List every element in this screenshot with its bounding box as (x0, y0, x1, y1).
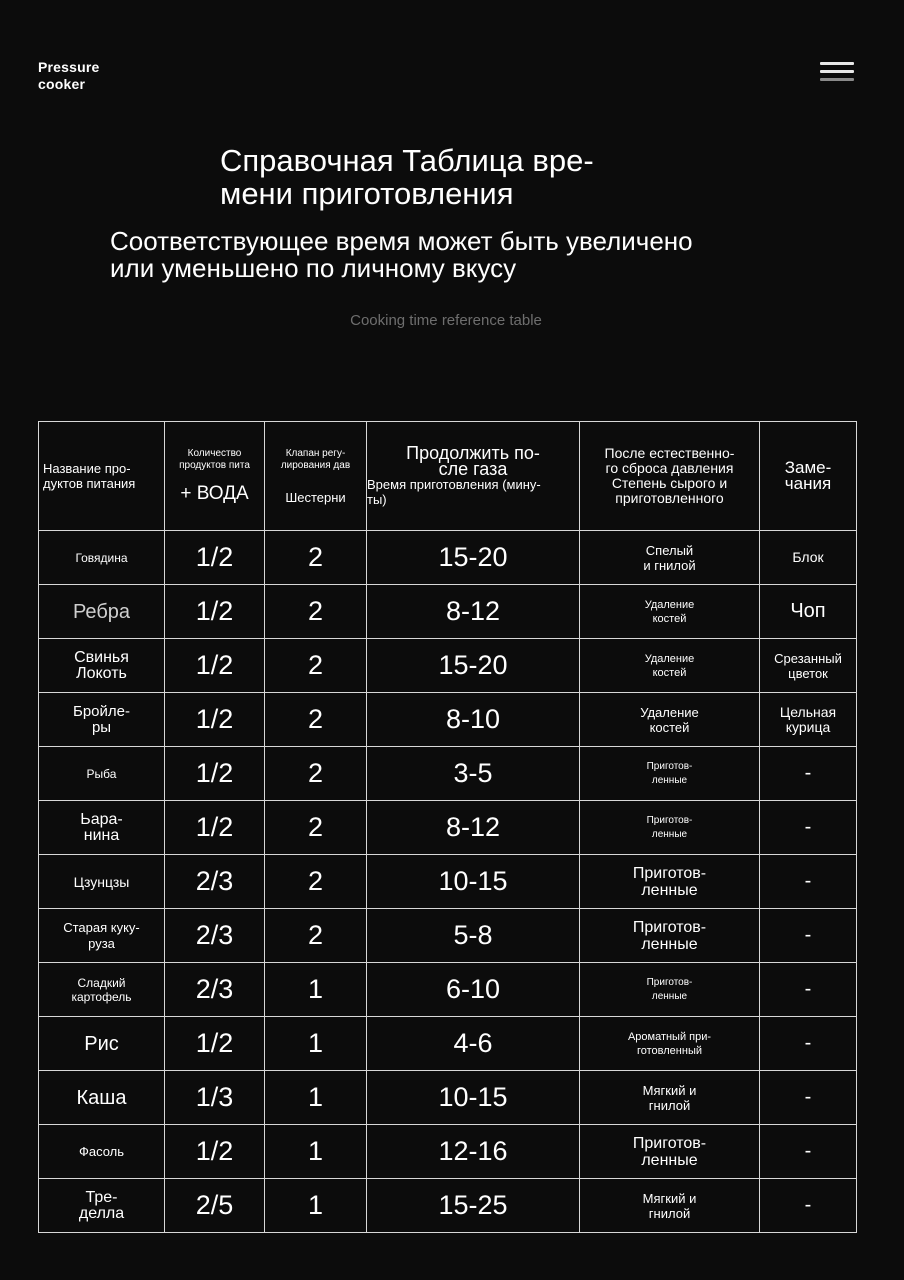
food-name: Старая куку- руза (39, 909, 165, 963)
amount-value: 1/3 (165, 1071, 265, 1125)
header-amount-top: Количество продуктов пита (179, 448, 250, 471)
state-value: Приготов- ленные (580, 747, 760, 801)
brand-logo-text[interactable]: Pressure cooker (38, 59, 100, 92)
header-valve (265, 422, 367, 531)
note-value: Чоп (760, 585, 857, 639)
note-value: Цельная курица (760, 693, 857, 747)
note-value: - (760, 909, 857, 963)
food-name: Бройле- ры (39, 693, 165, 747)
header-notes (760, 422, 857, 531)
table-row (39, 1071, 857, 1125)
table-row (39, 855, 857, 909)
food-name: Рыба (39, 747, 165, 801)
valve-value: 2 (265, 909, 367, 963)
time-value: 3-5 (367, 747, 580, 801)
header-notes-label: Заме- чания (784, 458, 832, 493)
table-row (39, 1125, 857, 1179)
header-food (39, 422, 165, 531)
header-food-label: Название про- дуктов питания (43, 461, 136, 491)
food-name: Цзунцзы (39, 855, 165, 909)
valve-value: 1 (265, 1125, 367, 1179)
table-row (39, 1179, 857, 1233)
header-time-top: Продолжить по- сле газа (406, 443, 540, 479)
time-value: 15-25 (367, 1179, 580, 1233)
note-value: - (760, 1179, 857, 1233)
table-caption: Cooking time reference table (350, 312, 542, 329)
table-row (39, 963, 857, 1017)
time-value: 8-12 (367, 585, 580, 639)
amount-value: 1/2 (165, 1017, 265, 1071)
menu-bar (820, 70, 854, 73)
hamburger-menu-icon[interactable] (820, 62, 856, 86)
table-row (39, 909, 857, 963)
valve-value: 1 (265, 1071, 367, 1125)
table-row (39, 1017, 857, 1071)
amount-value: 1/2 (165, 801, 265, 855)
header-valve-top: Клапан регу- лирования дав (280, 447, 351, 471)
time-value: 10-15 (367, 855, 580, 909)
table-header-row (39, 422, 857, 531)
header-valve-bottom: Шестерни (285, 489, 346, 505)
valve-value: 2 (265, 747, 367, 801)
table-row (39, 531, 857, 585)
state-value: Приготов- ленные (580, 855, 760, 909)
state-value: Приготов- ленные (580, 1125, 760, 1179)
amount-value: 1/2 (165, 1125, 265, 1179)
state-value: Мягкий и гнилой (580, 1071, 760, 1125)
state-value: Ароматный при- готовленный (580, 1017, 760, 1071)
food-name: Фасоль (39, 1125, 165, 1179)
amount-value: 1/2 (165, 747, 265, 801)
state-value: Спелый и гнилой (580, 531, 760, 585)
valve-value: 1 (265, 1017, 367, 1071)
amount-value: 2/3 (165, 909, 265, 963)
amount-value: 1/2 (165, 585, 265, 639)
valve-value: 2 (265, 801, 367, 855)
state-value: Приготов- ленные (580, 963, 760, 1017)
food-name: Говядина (39, 531, 165, 585)
menu-bar (820, 78, 854, 81)
table-row (39, 585, 857, 639)
food-name: Каша (39, 1071, 165, 1125)
valve-value: 1 (265, 963, 367, 1017)
note-value: - (760, 801, 857, 855)
note-value: - (760, 1125, 857, 1179)
header-release (580, 422, 760, 531)
valve-value: 2 (265, 693, 367, 747)
time-value: 12-16 (367, 1125, 580, 1179)
table-row (39, 693, 857, 747)
time-value: 4-6 (367, 1017, 580, 1071)
amount-value: 2/3 (165, 855, 265, 909)
state-value: Приготов- ленные (580, 801, 760, 855)
amount-value: 1/2 (165, 531, 265, 585)
food-name: Свинья Локоть (39, 639, 165, 693)
state-value: Мягкий и гнилой (580, 1179, 760, 1233)
amount-value: 2/5 (165, 1179, 265, 1233)
valve-value: 2 (265, 585, 367, 639)
header-time (367, 422, 580, 531)
note-value: - (760, 855, 857, 909)
header-amount-bottom: + ВОДА (180, 483, 249, 504)
state-value: Удаление костей (580, 693, 760, 747)
header-amount (165, 422, 265, 531)
food-name: Тре- делла (39, 1179, 165, 1233)
valve-value: 2 (265, 531, 367, 585)
time-value: 15-20 (367, 639, 580, 693)
note-value: - (760, 747, 857, 801)
note-value: - (760, 1071, 857, 1125)
note-value: - (760, 1017, 857, 1071)
state-value: Удаление костей (580, 639, 760, 693)
food-name: Сладкий картофель (39, 963, 165, 1017)
time-value: 5-8 (367, 909, 580, 963)
page-subtitle: Соответствующее время может быть увеличено или уменьшено по личному вкусу (110, 226, 693, 283)
food-name: Ьара- нина (39, 801, 165, 855)
amount-value: 2/3 (165, 963, 265, 1017)
time-value: 8-10 (367, 693, 580, 747)
note-value: Блок (760, 531, 857, 585)
cooking-time-table (38, 421, 857, 1233)
food-name: Ребра (39, 585, 165, 639)
time-value: 6-10 (367, 963, 580, 1017)
note-value: Срезанный цветок (760, 639, 857, 693)
header-time-bottom: Время приготовления (мину- ты) (367, 477, 541, 507)
valve-value: 1 (265, 1179, 367, 1233)
table-row (39, 639, 857, 693)
time-value: 8-12 (367, 801, 580, 855)
amount-value: 1/2 (165, 639, 265, 693)
valve-value: 2 (265, 855, 367, 909)
header-release-label: После естественно- го сброса давления Степень сырого и приготовленного (604, 445, 735, 506)
valve-value: 2 (265, 639, 367, 693)
amount-value: 1/2 (165, 693, 265, 747)
table-row (39, 747, 857, 801)
menu-bar (820, 62, 854, 65)
time-value: 15-20 (367, 531, 580, 585)
food-name: Рис (39, 1017, 165, 1071)
table-row (39, 801, 857, 855)
note-value: - (760, 963, 857, 1017)
state-value: Удаление костей (580, 585, 760, 639)
page-title: Справочная Таблица вре- мени приготовления (220, 143, 594, 211)
state-value: Приготов- ленные (580, 909, 760, 963)
time-value: 10-15 (367, 1071, 580, 1125)
